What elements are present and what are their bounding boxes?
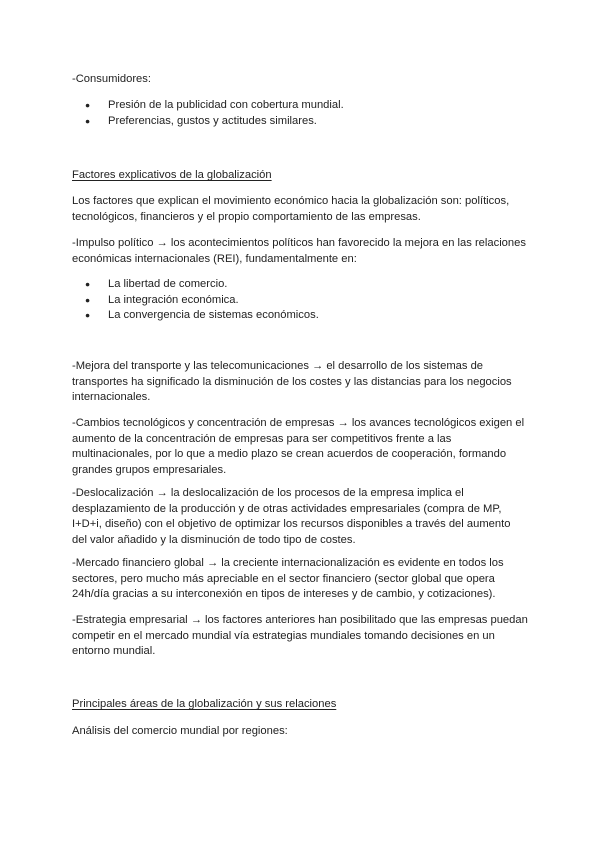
paragraph-relocation: -Deslocalización → la deslocalización de los procesos de la empresa implica el desplazamiento de la producción y de otras actividades empresariales (compra de MP, I+D+i, diseño) con el objetivo de optimizar los recursos disponibles a través del aumento del valor añadido y la disminución de todo tipo de costes. [72, 487, 511, 546]
paragraph-tech: -Cambios tecnológicos y concentración de empresas → los avances tecnológicos exigen el aumento de la concentración de empresas para ser competitivos frente a las multinacionales, por lo que a medio plazo se crean acuerdos de cooperación, formando grandes grupos empresariales. [72, 417, 525, 476]
paragraph-intro: Los factores que explican el movimiento económico hacia la globalización son: políticos, tecnológicos, financieros y el propio comportamiento de las empresas. [72, 195, 510, 223]
political-list [72, 277, 528, 324]
section-heading-factors: Factores explicativos de la globalización [72, 169, 272, 181]
paragraph-regional-analysis: Análisis del comercio mundial por regiones: [72, 725, 288, 737]
list-item: ● La convergencia de sistemas económicos. [72, 308, 528, 324]
paragraph-finance: -Mercado financiero global → la creciente internacionalización es evidente en todos los sectores, pero mucho más apreciable en el sector financiero (sector global que opera 24h/día gracias a su interconexión en tipos de intereses y de cambio, y cotizaciones). [72, 557, 504, 601]
paragraph-strategy: -Estrategia empresarial → los factores anteriores han posibilitado que las empresas puedan competir en el mercado mundial vía estrategias mundiales tomando decisiones en un entorno mundial. [72, 614, 528, 658]
list-item: ● Presión de la publicidad con cobertura mundial. [72, 98, 528, 114]
list-item: ● Preferencias, gustos y actitudes similares. [72, 114, 528, 130]
paragraph-transport: -Mejora del transporte y las telecomunicaciones → el desarrollo de los sistemas de transportes ha significado la disminución de los costes y las distancias para los negocios internacionales. [72, 360, 512, 404]
list-item: ● La integración económica. [72, 293, 528, 309]
consumers-list [72, 98, 528, 129]
consumers-label: -Consumidores: [72, 73, 151, 85]
list-item: ● La libertad de comercio. [72, 277, 528, 293]
paragraph-political: -Impulso político → los acontecimientos políticos han favorecido la mejora en las relaciones económicas internacionales (REI), fundamentalmente en: [72, 237, 526, 265]
section-heading-areas: Principales áreas de la globalización y sus relaciones [72, 698, 337, 710]
